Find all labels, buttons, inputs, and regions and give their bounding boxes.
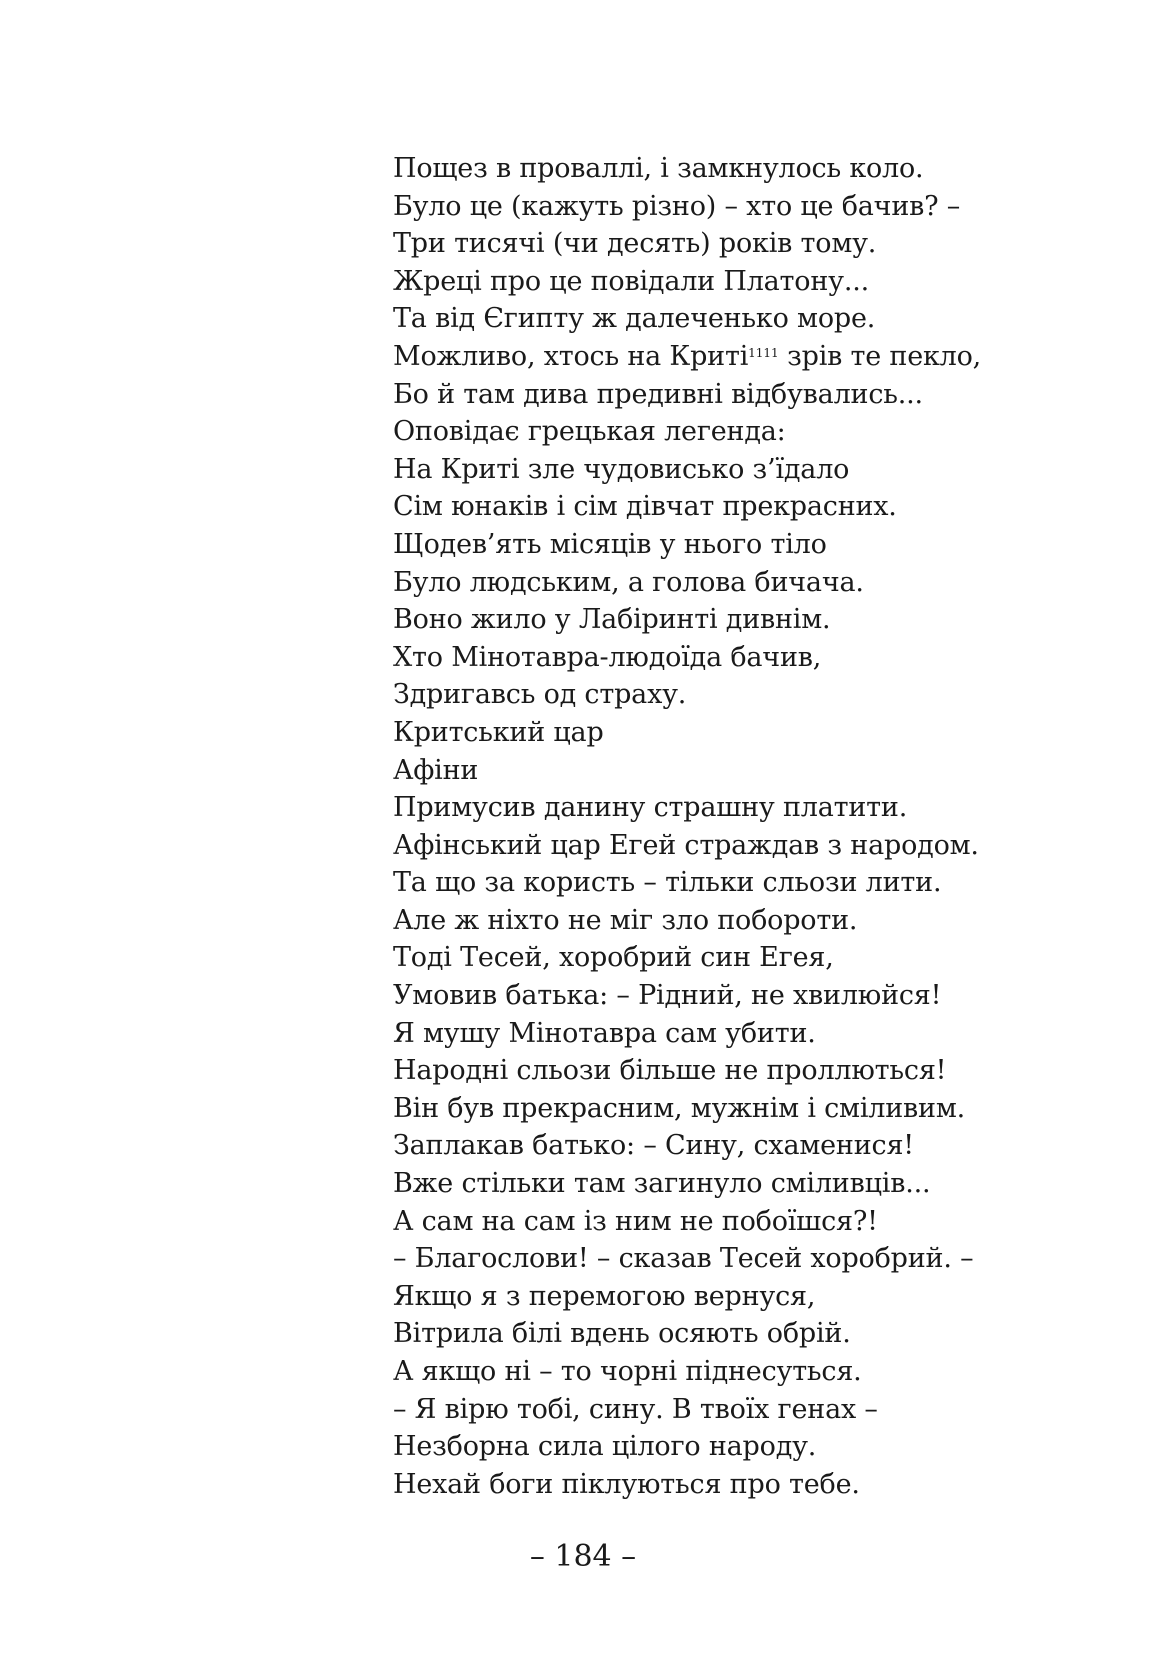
poem-line-text: Умовив батька: – Рідний, не хвилюйся! — [393, 980, 942, 1012]
poem-line-text: Афіни — [393, 754, 479, 786]
poem-line-text: Народні сльози більше не проллються! — [393, 1055, 947, 1087]
poem-line-text: – Благослови! – сказав Тесей хоробрий. – — [393, 1243, 974, 1275]
poem-line-text: Хто Мінотавра-людоїда бачив, — [393, 641, 822, 673]
poem-line-text: Воно жило у Лабіринті дивнім. — [393, 604, 831, 636]
poem-line — [393, 1127, 981, 1165]
poem-line-text: Але ж ніхто не міг зло побороти. — [393, 904, 858, 936]
poem-line-text: – Я вірю тобі, сину. В твоїх генах – — [393, 1393, 878, 1425]
poem-line-text: Щодев’ять місяців у нього тіло — [393, 528, 827, 560]
poem-line-text: Вже стільки там загинуло сміливців... — [393, 1168, 931, 1200]
poem-line — [393, 1391, 981, 1429]
poem-line — [393, 1466, 981, 1504]
poem-line — [393, 413, 981, 451]
poem-line — [393, 827, 981, 865]
poem-line — [393, 939, 981, 977]
poem-line — [393, 376, 981, 414]
poem-line-text: Незборна сила цілого народу. — [393, 1431, 817, 1463]
poem-line-text: Жреці про це повідали Платону... — [393, 265, 869, 297]
poem-line — [393, 714, 981, 752]
poem-line-text: Можливо, хтось на Криті — [393, 340, 749, 372]
poem-line — [393, 263, 981, 301]
poem-line-text: Тоді Тесей, хоробрий син Егея, — [393, 942, 834, 974]
poem-line — [393, 752, 981, 790]
poem-line — [393, 1203, 981, 1241]
poem-line — [393, 639, 981, 677]
poem-line-text: Та що за користь – тільки сльози лити. — [393, 867, 942, 899]
poem-line — [393, 526, 981, 564]
poem-line-text: Заплакав батько: – Сину, схаменися! — [393, 1130, 914, 1162]
poem-line-text: Вітрила білі вдень осяють обрій. — [393, 1318, 851, 1350]
poem-line-text: Пощез в проваллі, і замкнулось коло. — [393, 153, 924, 184]
poem-line — [393, 150, 981, 188]
poem-line — [393, 488, 981, 526]
poem-line — [393, 1052, 981, 1090]
poem-line-text: Критський цар — [393, 716, 604, 748]
poem-line-text: Примусив данину страшну платити. — [393, 792, 908, 824]
poem-line-text: Було людським, а голова бичача. — [393, 566, 864, 598]
poem-line — [393, 1015, 981, 1053]
poem-line — [393, 676, 981, 714]
poem-line — [393, 789, 981, 827]
page-number: – 184 – — [529, 1539, 637, 1574]
poem-line-text: На Криті зле чудовисько з’їдало — [393, 453, 850, 485]
poem-line — [393, 300, 981, 338]
poem-line — [393, 1278, 981, 1316]
poem-line — [393, 1353, 981, 1391]
poem-line — [393, 1240, 981, 1278]
poem-line-text: Бо й там дива предивні відбувались... — [393, 378, 923, 410]
poem-line — [393, 902, 981, 940]
poem-text — [393, 150, 981, 1503]
poem-line — [393, 1165, 981, 1203]
poem-line-text: Три тисячі (чи десять) років тому. — [393, 228, 877, 260]
poem-line-text: Здригавсь од страху. — [393, 679, 687, 711]
poem-line-text: Нехай боги піклуються про тебе. — [393, 1468, 860, 1500]
poem-line — [393, 977, 981, 1015]
poem-line — [393, 564, 981, 602]
poem-line — [393, 1428, 981, 1466]
footnote-marker: 1111 — [748, 345, 779, 360]
poem-line — [393, 601, 981, 639]
poem-line-text: А сам на сам із ним не побоїшся?! — [393, 1205, 878, 1237]
poem-line — [393, 225, 981, 263]
poem-line — [393, 1315, 981, 1353]
poem-line — [393, 451, 981, 489]
poem-line — [393, 188, 981, 226]
poem-line — [393, 864, 981, 902]
poem-line — [393, 1090, 981, 1128]
poem-line-text: Він був прекрасним, мужнім і сміливим. — [393, 1092, 966, 1124]
poem-line-text: Якщо я з перемогою вернуся, — [393, 1280, 816, 1312]
poem-line-text: Оповідає грецькая легенда: — [393, 416, 786, 448]
poem-line-text: Я мушу Мінотавра сам убити. — [393, 1017, 816, 1049]
poem-line-text: Афінський цар Егей страждав з народом. — [393, 829, 979, 861]
poem-line — [393, 338, 981, 376]
poem-line-text: Та від Єгипту ж далеченько море. — [393, 303, 876, 335]
poem-line-text: Сім юнаків і сім дівчат прекрасних. — [393, 491, 897, 523]
poem-line-text: А якщо ні – то чорні піднесуться. — [393, 1356, 862, 1387]
poem-line-text-continued: зрів те пекло, — [778, 340, 982, 372]
poem-line-text: Було це (кажуть різно) – хто це бачив? – — [393, 190, 961, 222]
